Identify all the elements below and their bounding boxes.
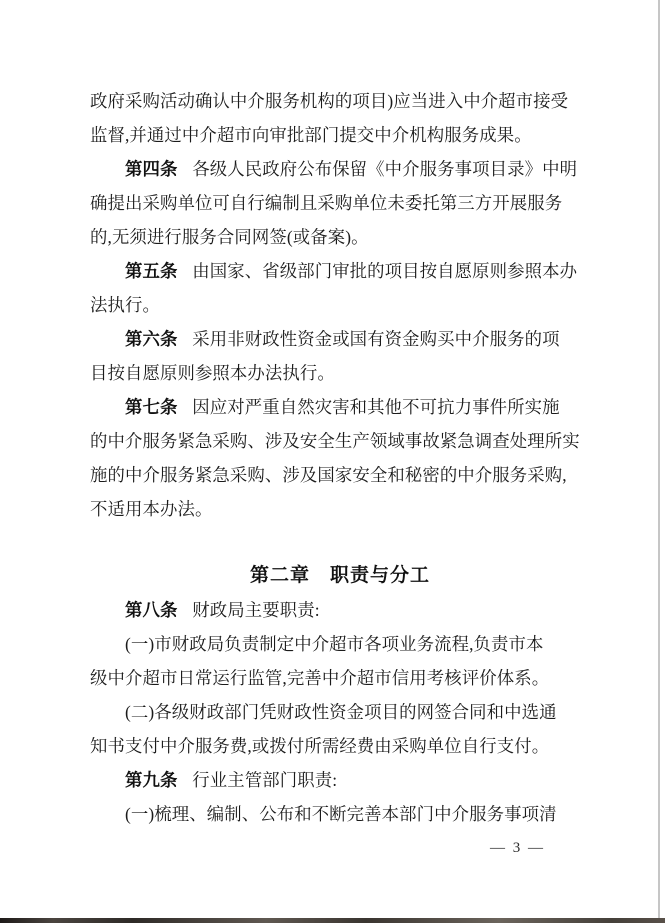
paragraph: [90, 695, 590, 763]
paragraph: [90, 797, 590, 831]
text-line: (二)各级财政部门凭财政性资金项目的网签合同和中选通: [125, 702, 557, 722]
paragraph: [90, 84, 590, 152]
text-line: [90, 593, 590, 627]
text-line: (一)市财政局负责制定中介超市各项业务流程,负责市本: [125, 634, 544, 654]
scan-edge-right-line: [658, 0, 660, 923]
text-line: 目按自愿原则参照本办法执行。: [90, 363, 335, 383]
text-line: 的中介服务紧急采购、涉及安全生产领域事故紧急调查处理所实: [90, 431, 580, 451]
text-line: (一)梳理、编制、公布和不断完善本部门中介服务事项清: [125, 804, 557, 824]
paragraph: [90, 390, 590, 526]
text-line-content: 行业主管部门职责:: [192, 770, 338, 790]
scan-edge-bottom-strip: [0, 918, 665, 923]
text-line: 监督,并通过中介超市向审批部门提交中介机构服务成果。: [90, 125, 532, 145]
text-line: 法执行。: [90, 295, 160, 315]
article-number: 第五条: [125, 261, 178, 281]
text-line-content: 采用非财政性资金或国有资金购买中介服务的项: [192, 329, 560, 349]
paragraph: [90, 152, 590, 254]
paragraph: [90, 322, 590, 390]
text-line: [90, 763, 590, 797]
text-line-content: 各级人民政府公布保留《中介服务事项目录》中明: [192, 159, 578, 179]
text-line-content: 因应对严重自然灾害和其他不可抗力事件所实施: [192, 397, 560, 417]
text-line: [90, 390, 590, 424]
text-line-content: 财政局主要职责:: [192, 600, 320, 620]
text-line: 级中介超市日常运行监管,完善中介超市信用考核评价体系。: [90, 668, 550, 688]
text-line: 确提出采购单位可自行编制且采购单位未委托第三方开展服务: [90, 193, 563, 213]
article-number: 第七条: [125, 397, 178, 417]
text-line: 施的中介服务紧急采购、涉及国家安全和秘密的中介服务采购,: [90, 465, 567, 485]
text-line: 的,无须进行服务合同网签(或备案)。: [90, 227, 369, 247]
paragraph: [90, 593, 590, 627]
text-line: [90, 322, 590, 356]
paragraph: [90, 627, 590, 695]
document-body: [90, 84, 590, 831]
text-line: [90, 254, 590, 288]
text-line: 不适用本办法。: [90, 499, 213, 519]
article-number: 第六条: [125, 329, 178, 349]
chapter-heading: 第二章 职责与分工: [249, 565, 430, 586]
article-number: 第四条: [125, 159, 178, 179]
paragraph: [90, 254, 590, 322]
article-number: 第九条: [125, 770, 178, 790]
article-number: 第八条: [125, 600, 178, 620]
text-line: 知书支付中介服务费,或拨付所需经费由采购单位自行支付。: [90, 736, 550, 756]
page-number: — 3 —: [490, 840, 545, 856]
text-line-content: 由国家、省级部门审批的项目按自愿原则参照本办: [192, 261, 578, 281]
text-line: 政府采购活动确认中介服务机构的项目)应当进入中介超市接受: [90, 91, 569, 111]
paragraph: [90, 763, 590, 797]
text-line: [90, 152, 590, 186]
